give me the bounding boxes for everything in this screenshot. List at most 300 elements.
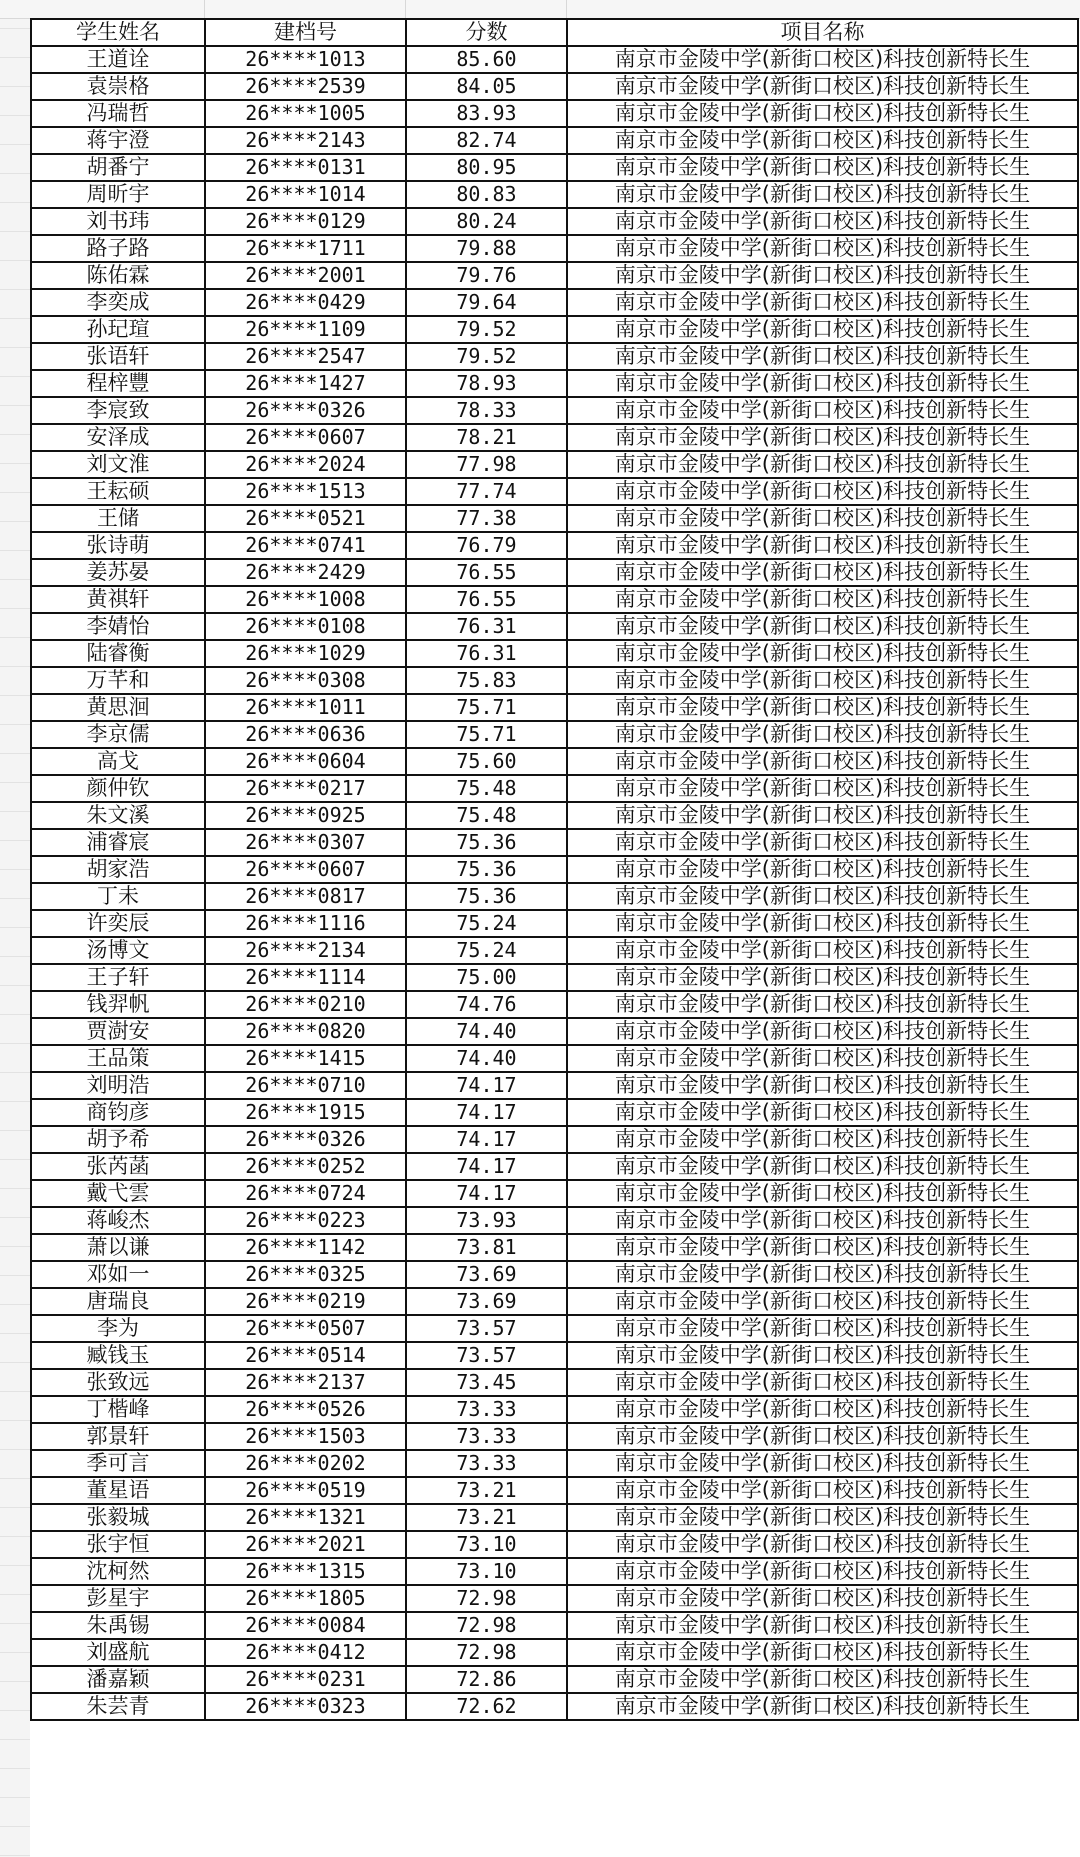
cell-file-number[interactable]: 26****2429 — [205, 559, 406, 586]
cell-file-number[interactable]: 26****0326 — [205, 1126, 406, 1153]
cell-score[interactable]: 73.45 — [406, 1369, 567, 1396]
cell-student-name[interactable]: 蒋峻杰 — [31, 1207, 205, 1234]
cell-score[interactable]: 73.10 — [406, 1558, 567, 1585]
cell-score[interactable]: 85.60 — [406, 46, 567, 73]
cell-student-name[interactable]: 胡予希 — [31, 1126, 205, 1153]
table-row — [31, 343, 1078, 370]
cell-project-name[interactable]: 南京市金陵中学(新街口校区)科技创新特长生 — [567, 1045, 1078, 1072]
cell-project-name[interactable]: 南京市金陵中学(新街口校区)科技创新特长生 — [567, 856, 1078, 883]
cell-project-name[interactable]: 南京市金陵中学(新街口校区)科技创新特长生 — [567, 802, 1078, 829]
cell-project-name[interactable]: 南京市金陵中学(新街口校区)科技创新特长生 — [567, 289, 1078, 316]
cell-project-name[interactable]: 南京市金陵中学(新街口校区)科技创新特长生 — [567, 1315, 1078, 1342]
cell-student-name[interactable]: 郭景轩 — [31, 1423, 205, 1450]
table-row — [31, 1693, 1078, 1720]
cell-score[interactable]: 74.17 — [406, 1099, 567, 1126]
cell-project-name[interactable]: 南京市金陵中学(新街口校区)科技创新特长生 — [567, 1504, 1078, 1531]
cell-file-number[interactable]: 26****0219 — [205, 1288, 406, 1315]
cell-score[interactable]: 73.57 — [406, 1315, 567, 1342]
cell-score[interactable]: 75.24 — [406, 910, 567, 937]
cell-student-name[interactable]: 朱芸青 — [31, 1693, 205, 1720]
cell-student-name[interactable]: 颜仲钦 — [31, 775, 205, 802]
cell-score[interactable]: 72.62 — [406, 1693, 567, 1720]
cell-student-name[interactable]: 张致远 — [31, 1369, 205, 1396]
cell-file-number[interactable]: 26****1711 — [205, 235, 406, 262]
cell-score[interactable]: 73.33 — [406, 1423, 567, 1450]
cell-score[interactable]: 75.60 — [406, 748, 567, 775]
cell-student-name[interactable]: 李为 — [31, 1315, 205, 1342]
cell-file-number[interactable]: 26****1503 — [205, 1423, 406, 1450]
cell-project-name[interactable]: 南京市金陵中学(新街口校区)科技创新特长生 — [567, 667, 1078, 694]
cell-file-number[interactable]: 26****2143 — [205, 127, 406, 154]
table-row — [31, 154, 1078, 181]
cell-score[interactable]: 77.38 — [406, 505, 567, 532]
cell-score[interactable]: 74.76 — [406, 991, 567, 1018]
cell-score[interactable]: 73.33 — [406, 1450, 567, 1477]
cell-file-number[interactable]: 26****0607 — [205, 424, 406, 451]
cell-score[interactable]: 74.17 — [406, 1126, 567, 1153]
cell-file-number[interactable]: 26****0307 — [205, 829, 406, 856]
cell-score[interactable]: 75.00 — [406, 964, 567, 991]
cell-project-name[interactable]: 南京市金陵中学(新街口校区)科技创新特长生 — [567, 1099, 1078, 1126]
cell-project-name[interactable]: 南京市金陵中学(新街口校区)科技创新特长生 — [567, 1234, 1078, 1261]
cell-student-name[interactable]: 戴弋雲 — [31, 1180, 205, 1207]
cell-student-name[interactable]: 刘文淮 — [31, 451, 205, 478]
cell-file-number[interactable]: 26****0521 — [205, 505, 406, 532]
cell-file-number[interactable]: 26****2137 — [205, 1369, 406, 1396]
table-row — [31, 262, 1078, 289]
cell-score[interactable]: 74.17 — [406, 1180, 567, 1207]
cell-student-name[interactable]: 季可言 — [31, 1450, 205, 1477]
cell-file-number[interactable]: 26****0514 — [205, 1342, 406, 1369]
cell-score[interactable]: 84.05 — [406, 73, 567, 100]
cell-project-name[interactable]: 南京市金陵中学(新街口校区)科技创新特长生 — [567, 1558, 1078, 1585]
cell-project-name[interactable]: 南京市金陵中学(新街口校区)科技创新特长生 — [567, 1477, 1078, 1504]
cell-file-number[interactable]: 26****1915 — [205, 1099, 406, 1126]
cell-file-number[interactable]: 26****0223 — [205, 1207, 406, 1234]
cell-project-name[interactable]: 南京市金陵中学(新街口校区)科技创新特长生 — [567, 964, 1078, 991]
cell-student-name[interactable]: 李宸致 — [31, 397, 205, 424]
cell-student-name[interactable]: 高戈 — [31, 748, 205, 775]
cell-student-name[interactable]: 王道诠 — [31, 46, 205, 73]
cell-score[interactable]: 78.33 — [406, 397, 567, 424]
cell-file-number[interactable]: 26****1513 — [205, 478, 406, 505]
cell-file-number[interactable]: 26****0308 — [205, 667, 406, 694]
cell-file-number[interactable]: 26****0507 — [205, 1315, 406, 1342]
cell-project-name[interactable]: 南京市金陵中学(新街口校区)科技创新特长生 — [567, 883, 1078, 910]
cell-file-number[interactable]: 26****0231 — [205, 1666, 406, 1693]
cell-project-name[interactable]: 南京市金陵中学(新街口校区)科技创新特长生 — [567, 154, 1078, 181]
cell-project-name[interactable]: 南京市金陵中学(新街口校区)科技创新特长生 — [567, 343, 1078, 370]
cell-student-name[interactable]: 冯瑞哲 — [31, 100, 205, 127]
cell-score[interactable]: 80.83 — [406, 181, 567, 208]
cell-score[interactable]: 76.79 — [406, 532, 567, 559]
cell-project-name[interactable]: 南京市金陵中学(新街口校区)科技创新特长生 — [567, 586, 1078, 613]
cell-student-name[interactable]: 张诗萌 — [31, 532, 205, 559]
cell-student-name[interactable]: 胡番宁 — [31, 154, 205, 181]
cell-student-name[interactable]: 胡家浩 — [31, 856, 205, 883]
cell-student-name[interactable]: 张宇恒 — [31, 1531, 205, 1558]
cell-project-name[interactable]: 南京市金陵中学(新街口校区)科技创新特长生 — [567, 370, 1078, 397]
cell-student-name[interactable]: 李京儒 — [31, 721, 205, 748]
table-row — [31, 1153, 1078, 1180]
cell-project-name[interactable]: 南京市金陵中学(新街口校区)科技创新特长生 — [567, 127, 1078, 154]
cell-student-name[interactable]: 刘书玮 — [31, 208, 205, 235]
cell-file-number[interactable]: 26****1014 — [205, 181, 406, 208]
cell-project-name[interactable]: 南京市金陵中学(新街口校区)科技创新特长生 — [567, 1342, 1078, 1369]
cell-file-number[interactable]: 26****1805 — [205, 1585, 406, 1612]
cell-score[interactable]: 75.48 — [406, 775, 567, 802]
cell-student-name[interactable]: 浦睿宸 — [31, 829, 205, 856]
cell-student-name[interactable]: 张芮菡 — [31, 1153, 205, 1180]
cell-student-name[interactable]: 黄思洄 — [31, 694, 205, 721]
cell-score[interactable]: 74.40 — [406, 1045, 567, 1072]
cell-file-number[interactable]: 26****0323 — [205, 1693, 406, 1720]
table-row — [31, 1099, 1078, 1126]
cell-project-name[interactable]: 南京市金陵中学(新街口校区)科技创新特长生 — [567, 1153, 1078, 1180]
cell-file-number[interactable]: 26****0710 — [205, 1072, 406, 1099]
cell-project-name[interactable]: 南京市金陵中学(新街口校区)科技创新特长生 — [567, 1585, 1078, 1612]
table-row — [31, 127, 1078, 154]
cell-score[interactable]: 73.81 — [406, 1234, 567, 1261]
cell-file-number[interactable]: 26****0604 — [205, 748, 406, 775]
table-row — [31, 559, 1078, 586]
cell-project-name[interactable]: 南京市金陵中学(新街口校区)科技创新特长生 — [567, 1369, 1078, 1396]
cell-student-name[interactable]: 安泽成 — [31, 424, 205, 451]
cell-project-name[interactable]: 南京市金陵中学(新街口校区)科技创新特长生 — [567, 640, 1078, 667]
cell-file-number[interactable]: 26****0129 — [205, 208, 406, 235]
cell-score[interactable]: 79.76 — [406, 262, 567, 289]
cell-student-name[interactable]: 邓如一 — [31, 1261, 205, 1288]
gridline — [204, 0, 205, 18]
cell-file-number[interactable]: 26****0084 — [205, 1612, 406, 1639]
cell-project-name[interactable]: 南京市金陵中学(新街口校区)科技创新特长生 — [567, 73, 1078, 100]
cell-project-name[interactable]: 南京市金陵中学(新街口校区)科技创新特长生 — [567, 397, 1078, 424]
cell-score[interactable]: 79.52 — [406, 316, 567, 343]
table-row — [31, 1261, 1078, 1288]
table-row — [31, 910, 1078, 937]
cell-project-name[interactable]: 南京市金陵中学(新街口校区)科技创新特长生 — [567, 262, 1078, 289]
cell-student-name[interactable]: 汤博文 — [31, 937, 205, 964]
cell-score[interactable]: 78.93 — [406, 370, 567, 397]
cell-file-number[interactable]: 26****0108 — [205, 613, 406, 640]
cell-project-name[interactable]: 南京市金陵中学(新街口校区)科技创新特长生 — [567, 316, 1078, 343]
cell-student-name[interactable]: 唐瑞良 — [31, 1288, 205, 1315]
cell-student-name[interactable]: 万芊和 — [31, 667, 205, 694]
cell-project-name[interactable]: 南京市金陵中学(新街口校区)科技创新特长生 — [567, 1126, 1078, 1153]
cell-project-name[interactable]: 南京市金陵中学(新街口校区)科技创新特长生 — [567, 721, 1078, 748]
admission-table — [30, 18, 1079, 1721]
row-header-margin — [0, 0, 30, 1857]
cell-file-number[interactable]: 26****0210 — [205, 991, 406, 1018]
cell-score[interactable]: 73.33 — [406, 1396, 567, 1423]
table-row — [31, 883, 1078, 910]
cell-student-name[interactable]: 陆睿衡 — [31, 640, 205, 667]
cell-file-number[interactable]: 26****0741 — [205, 532, 406, 559]
cell-project-name[interactable]: 南京市金陵中学(新街口校区)科技创新特长生 — [567, 1072, 1078, 1099]
cell-score[interactable]: 76.55 — [406, 559, 567, 586]
cell-project-name[interactable]: 南京市金陵中学(新街口校区)科技创新特长生 — [567, 613, 1078, 640]
cell-file-number[interactable]: 26****1029 — [205, 640, 406, 667]
table-row — [31, 1423, 1078, 1450]
cell-file-number[interactable]: 26****0412 — [205, 1639, 406, 1666]
cell-score[interactable]: 77.98 — [406, 451, 567, 478]
cell-score[interactable]: 78.21 — [406, 424, 567, 451]
cell-student-name[interactable]: 李奕成 — [31, 289, 205, 316]
cell-file-number[interactable]: 26****1427 — [205, 370, 406, 397]
cell-project-name[interactable]: 南京市金陵中学(新街口校区)科技创新特长生 — [567, 1018, 1078, 1045]
cell-project-name[interactable]: 南京市金陵中学(新街口校区)科技创新特长生 — [567, 532, 1078, 559]
table-row — [31, 829, 1078, 856]
cell-project-name[interactable]: 南京市金陵中学(新街口校区)科技创新特长生 — [567, 1531, 1078, 1558]
cell-score[interactable]: 79.64 — [406, 289, 567, 316]
cell-score[interactable]: 73.93 — [406, 1207, 567, 1234]
table-row — [31, 1504, 1078, 1531]
cell-project-name[interactable]: 南京市金陵中学(新街口校区)科技创新特长生 — [567, 748, 1078, 775]
cell-score[interactable]: 76.31 — [406, 640, 567, 667]
cell-score[interactable]: 75.71 — [406, 721, 567, 748]
table-row — [31, 1018, 1078, 1045]
cell-file-number[interactable]: 26****1013 — [205, 46, 406, 73]
cell-score[interactable]: 75.36 — [406, 856, 567, 883]
cell-student-name[interactable]: 钱羿帆 — [31, 991, 205, 1018]
cell-file-number[interactable]: 26****0820 — [205, 1018, 406, 1045]
cell-score[interactable]: 75.48 — [406, 802, 567, 829]
cell-student-name[interactable]: 路子路 — [31, 235, 205, 262]
cell-project-name[interactable]: 南京市金陵中学(新街口校区)科技创新特长生 — [567, 1693, 1078, 1720]
table-row — [31, 613, 1078, 640]
cell-student-name[interactable]: 李婧怡 — [31, 613, 205, 640]
table-row — [31, 289, 1078, 316]
cell-project-name[interactable]: 南京市金陵中学(新街口校区)科技创新特长生 — [567, 1450, 1078, 1477]
cell-file-number[interactable]: 26****0925 — [205, 802, 406, 829]
cell-file-number[interactable]: 26****1321 — [205, 1504, 406, 1531]
cell-student-name[interactable]: 周昕宇 — [31, 181, 205, 208]
cell-score[interactable]: 75.36 — [406, 829, 567, 856]
cell-project-name[interactable]: 南京市金陵中学(新街口校区)科技创新特长生 — [567, 775, 1078, 802]
cell-file-number[interactable]: 26****0252 — [205, 1153, 406, 1180]
cell-file-number[interactable]: 26****1109 — [205, 316, 406, 343]
cell-file-number[interactable]: 26****0607 — [205, 856, 406, 883]
cell-project-name[interactable]: 南京市金陵中学(新街口校区)科技创新特长生 — [567, 1612, 1078, 1639]
cell-project-name[interactable]: 南京市金陵中学(新街口校区)科技创新特长生 — [567, 559, 1078, 586]
cell-student-name[interactable]: 蒋宇澄 — [31, 127, 205, 154]
cell-file-number[interactable]: 26****1005 — [205, 100, 406, 127]
cell-file-number[interactable]: 26****0724 — [205, 1180, 406, 1207]
cell-student-name[interactable]: 丁楷峰 — [31, 1396, 205, 1423]
cell-score[interactable]: 75.24 — [406, 937, 567, 964]
table-row — [31, 532, 1078, 559]
cell-score[interactable]: 73.21 — [406, 1504, 567, 1531]
cell-project-name[interactable]: 南京市金陵中学(新街口校区)科技创新特长生 — [567, 694, 1078, 721]
cell-project-name[interactable]: 南京市金陵中学(新街口校区)科技创新特长生 — [567, 100, 1078, 127]
table-row — [31, 1180, 1078, 1207]
cell-student-name[interactable]: 王品策 — [31, 1045, 205, 1072]
table-row — [31, 235, 1078, 262]
cell-project-name[interactable]: 南京市金陵中学(新街口校区)科技创新特长生 — [567, 1666, 1078, 1693]
header-file-number[interactable]: 建档号 — [205, 19, 406, 46]
cell-score[interactable]: 73.10 — [406, 1531, 567, 1558]
table-row — [31, 208, 1078, 235]
cell-student-name[interactable]: 姜苏晏 — [31, 559, 205, 586]
table-row — [31, 775, 1078, 802]
cell-score[interactable]: 77.74 — [406, 478, 567, 505]
cell-file-number[interactable]: 26****1142 — [205, 1234, 406, 1261]
cell-file-number[interactable]: 26****0217 — [205, 775, 406, 802]
table-row — [31, 1612, 1078, 1639]
table-row — [31, 316, 1078, 343]
table-row — [31, 1531, 1078, 1558]
cell-project-name[interactable]: 南京市金陵中学(新街口校区)科技创新特长生 — [567, 1639, 1078, 1666]
cell-file-number[interactable]: 26****2134 — [205, 937, 406, 964]
cell-project-name[interactable]: 南京市金陵中学(新街口校区)科技创新特长生 — [567, 46, 1078, 73]
cell-student-name[interactable]: 刘盛航 — [31, 1639, 205, 1666]
table-body — [31, 46, 1078, 1720]
table-row — [31, 73, 1078, 100]
cell-score[interactable]: 73.21 — [406, 1477, 567, 1504]
cell-student-name[interactable]: 丁未 — [31, 883, 205, 910]
cell-file-number[interactable]: 26****2539 — [205, 73, 406, 100]
cell-student-name[interactable]: 张语轩 — [31, 343, 205, 370]
table-row — [31, 586, 1078, 613]
gridline — [405, 0, 406, 18]
cell-project-name[interactable]: 南京市金陵中学(新街口校区)科技创新特长生 — [567, 505, 1078, 532]
cell-score[interactable]: 80.95 — [406, 154, 567, 181]
cell-student-name[interactable]: 程梓豐 — [31, 370, 205, 397]
table-row — [31, 1477, 1078, 1504]
cell-project-name[interactable]: 南京市金陵中学(新街口校区)科技创新特长生 — [567, 1207, 1078, 1234]
cell-score[interactable]: 72.98 — [406, 1585, 567, 1612]
table-row — [31, 100, 1078, 127]
cell-project-name[interactable]: 南京市金陵中学(新街口校区)科技创新特长生 — [567, 937, 1078, 964]
cell-project-name[interactable]: 南京市金陵中学(新街口校区)科技创新特长生 — [567, 424, 1078, 451]
cell-student-name[interactable]: 王储 — [31, 505, 205, 532]
cell-file-number[interactable]: 26****0202 — [205, 1450, 406, 1477]
cell-score[interactable]: 82.74 — [406, 127, 567, 154]
cell-student-name[interactable]: 刘明浩 — [31, 1072, 205, 1099]
cell-score[interactable]: 75.83 — [406, 667, 567, 694]
cell-project-name[interactable]: 南京市金陵中学(新街口校区)科技创新特长生 — [567, 829, 1078, 856]
cell-project-name[interactable]: 南京市金陵中学(新街口校区)科技创新特长生 — [567, 235, 1078, 262]
cell-file-number[interactable]: 26****1008 — [205, 586, 406, 613]
cell-score[interactable]: 73.69 — [406, 1288, 567, 1315]
cell-student-name[interactable]: 贾澍安 — [31, 1018, 205, 1045]
cell-student-name[interactable]: 萧以谦 — [31, 1234, 205, 1261]
cell-student-name[interactable]: 王子轩 — [31, 964, 205, 991]
table-row — [31, 1666, 1078, 1693]
cell-student-name[interactable]: 袁崇格 — [31, 73, 205, 100]
cell-student-name[interactable]: 朱文溪 — [31, 802, 205, 829]
table-row — [31, 505, 1078, 532]
header-student-name[interactable]: 学生姓名 — [31, 19, 205, 46]
cell-student-name[interactable]: 许奕辰 — [31, 910, 205, 937]
cell-file-number[interactable]: 26****1315 — [205, 1558, 406, 1585]
table-row — [31, 748, 1078, 775]
table-row — [31, 694, 1078, 721]
cell-project-name[interactable]: 南京市金陵中学(新街口校区)科技创新特长生 — [567, 181, 1078, 208]
cell-file-number[interactable]: 26****0326 — [205, 397, 406, 424]
cell-file-number[interactable]: 26****0519 — [205, 1477, 406, 1504]
table-row — [31, 1234, 1078, 1261]
cell-file-number[interactable]: 26****2021 — [205, 1531, 406, 1558]
cell-project-name[interactable]: 南京市金陵中学(新街口校区)科技创新特长生 — [567, 478, 1078, 505]
cell-score[interactable]: 75.36 — [406, 883, 567, 910]
table-row — [31, 856, 1078, 883]
cell-student-name[interactable]: 商钧彦 — [31, 1099, 205, 1126]
cell-score[interactable]: 72.98 — [406, 1612, 567, 1639]
cell-score[interactable]: 76.31 — [406, 613, 567, 640]
table-row — [31, 451, 1078, 478]
cell-file-number[interactable]: 26****0636 — [205, 721, 406, 748]
cell-score[interactable]: 72.86 — [406, 1666, 567, 1693]
cell-project-name[interactable]: 南京市金陵中学(新街口校区)科技创新特长生 — [567, 1396, 1078, 1423]
cell-file-number[interactable]: 26****0131 — [205, 154, 406, 181]
cell-file-number[interactable]: 26****1011 — [205, 694, 406, 721]
cell-student-name[interactable]: 孙玘瑄 — [31, 316, 205, 343]
cell-file-number[interactable]: 26****0817 — [205, 883, 406, 910]
cell-project-name[interactable]: 南京市金陵中学(新街口校区)科技创新特长生 — [567, 1423, 1078, 1450]
cell-score[interactable]: 80.24 — [406, 208, 567, 235]
cell-score[interactable]: 73.57 — [406, 1342, 567, 1369]
cell-score[interactable]: 73.69 — [406, 1261, 567, 1288]
cell-score[interactable]: 74.17 — [406, 1153, 567, 1180]
cell-file-number[interactable]: 26****2547 — [205, 343, 406, 370]
cell-file-number[interactable]: 26****1415 — [205, 1045, 406, 1072]
cell-file-number[interactable]: 26****0325 — [205, 1261, 406, 1288]
cell-score[interactable]: 76.55 — [406, 586, 567, 613]
cell-student-name[interactable]: 彭星宇 — [31, 1585, 205, 1612]
cell-project-name[interactable]: 南京市金陵中学(新街口校区)科技创新特长生 — [567, 208, 1078, 235]
cell-score[interactable]: 79.52 — [406, 343, 567, 370]
cell-score[interactable]: 79.88 — [406, 235, 567, 262]
cell-score[interactable]: 74.40 — [406, 1018, 567, 1045]
cell-student-name[interactable]: 臧钱玉 — [31, 1342, 205, 1369]
cell-score[interactable]: 75.71 — [406, 694, 567, 721]
cell-project-name[interactable]: 南京市金陵中学(新街口校区)科技创新特长生 — [567, 1261, 1078, 1288]
table-row — [31, 1342, 1078, 1369]
cell-project-name[interactable]: 南京市金陵中学(新街口校区)科技创新特长生 — [567, 910, 1078, 937]
cell-project-name[interactable]: 南京市金陵中学(新街口校区)科技创新特长生 — [567, 1180, 1078, 1207]
header-score[interactable]: 分数 — [406, 19, 567, 46]
cell-student-name[interactable]: 沈柯然 — [31, 1558, 205, 1585]
cell-student-name[interactable]: 朱禹锡 — [31, 1612, 205, 1639]
cell-file-number[interactable]: 26****1114 — [205, 964, 406, 991]
table-row — [31, 1207, 1078, 1234]
table-row — [31, 1045, 1078, 1072]
cell-student-name[interactable]: 黄祺轩 — [31, 586, 205, 613]
table-row — [31, 397, 1078, 424]
table-row — [31, 1288, 1078, 1315]
table-row — [31, 640, 1078, 667]
cell-file-number[interactable]: 26****2024 — [205, 451, 406, 478]
cell-file-number[interactable]: 26****1116 — [205, 910, 406, 937]
cell-score[interactable]: 74.17 — [406, 1072, 567, 1099]
cell-student-name[interactable]: 陈佑霖 — [31, 262, 205, 289]
cell-score[interactable]: 83.93 — [406, 100, 567, 127]
cell-project-name[interactable]: 南京市金陵中学(新街口校区)科技创新特长生 — [567, 1288, 1078, 1315]
cell-project-name[interactable]: 南京市金陵中学(新街口校区)科技创新特长生 — [567, 991, 1078, 1018]
cell-student-name[interactable]: 潘嘉颖 — [31, 1666, 205, 1693]
cell-student-name[interactable]: 王耘硕 — [31, 478, 205, 505]
cell-file-number[interactable]: 26****0526 — [205, 1396, 406, 1423]
header-project-name[interactable]: 项目名称 — [567, 19, 1078, 46]
cell-project-name[interactable]: 南京市金陵中学(新街口校区)科技创新特长生 — [567, 451, 1078, 478]
cell-student-name[interactable]: 张毅城 — [31, 1504, 205, 1531]
table-row — [31, 478, 1078, 505]
cell-file-number[interactable]: 26****0429 — [205, 289, 406, 316]
cell-student-name[interactable]: 董星语 — [31, 1477, 205, 1504]
cell-file-number[interactable]: 26****2001 — [205, 262, 406, 289]
cell-score[interactable]: 72.98 — [406, 1639, 567, 1666]
